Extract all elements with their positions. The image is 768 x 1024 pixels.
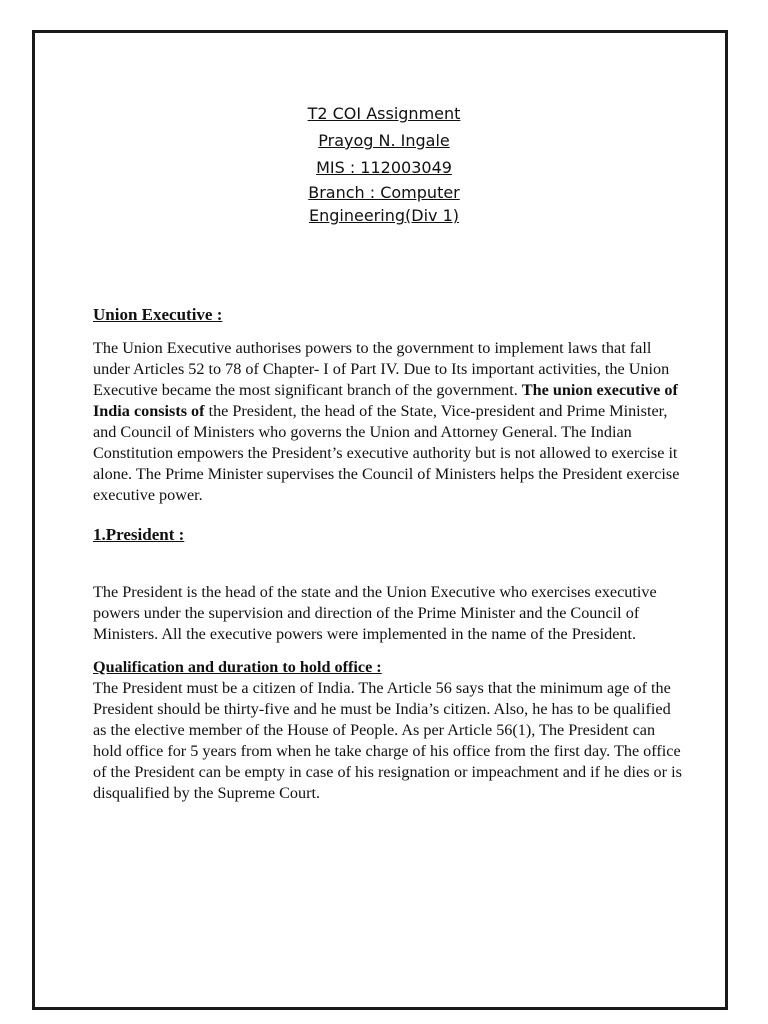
union-executive-text-1: The Union Executive authorises powers to the government to implement laws that fall under Articles 52 to 78 of Chapter- I of Part IV. Due to Its important activities, the Union Executive became the most significant branch of the government. [93,339,670,399]
union-executive-bold-text: The union executive of India consists of [93,381,678,420]
branch-line-2: Engineering(Div 1) [309,206,459,225]
assignment-title: T2 COI Assignment [307,104,461,123]
union-executive-text-2: the President, the head of the State, Vice-president and Prime Minister, and Council of Ministers who governs the Union and Attorney General. The Indian Constitution empowers the President’s executive authority but is not allowed to exercise it alone. The Prime Minister supervises the Council of Ministers helps the President exercise executive power. [93,402,680,504]
union-executive-paragraph [93,338,683,506]
student-name: Prayog N. Ingale [318,131,450,150]
branch-line-1: Branch : Computer [308,183,460,202]
qualification-heading: Qualification and duration to hold office : [93,658,382,676]
mis-number: MIS : 112003049 [316,158,452,177]
president-paragraph: The President is the head of the state and the Union Executive who exercises executive powers under the supervision and direction of the Prime Minister and the Council of Ministers. All the executive powers were implemented in the name of the President. [93,583,657,643]
document-body [93,304,683,804]
document-header [0,100,768,227]
union-executive-heading: Union Executive : [93,305,223,324]
president-heading: 1.President : [93,525,185,544]
qualification-paragraph: The President must be a citizen of India. The Article 56 says that the minimum age of the President should be thirty-five and he must be India’s citizen. Also, he has to be qualified as the elective member of the House of People. As per Article 56(1), The President can hold office for 5 years from when he take charge of his office from the first day. The office of the President can be empty in case of his resignation or impeachment and if he dies or is disqualified by the Supreme Court. [93,679,682,802]
